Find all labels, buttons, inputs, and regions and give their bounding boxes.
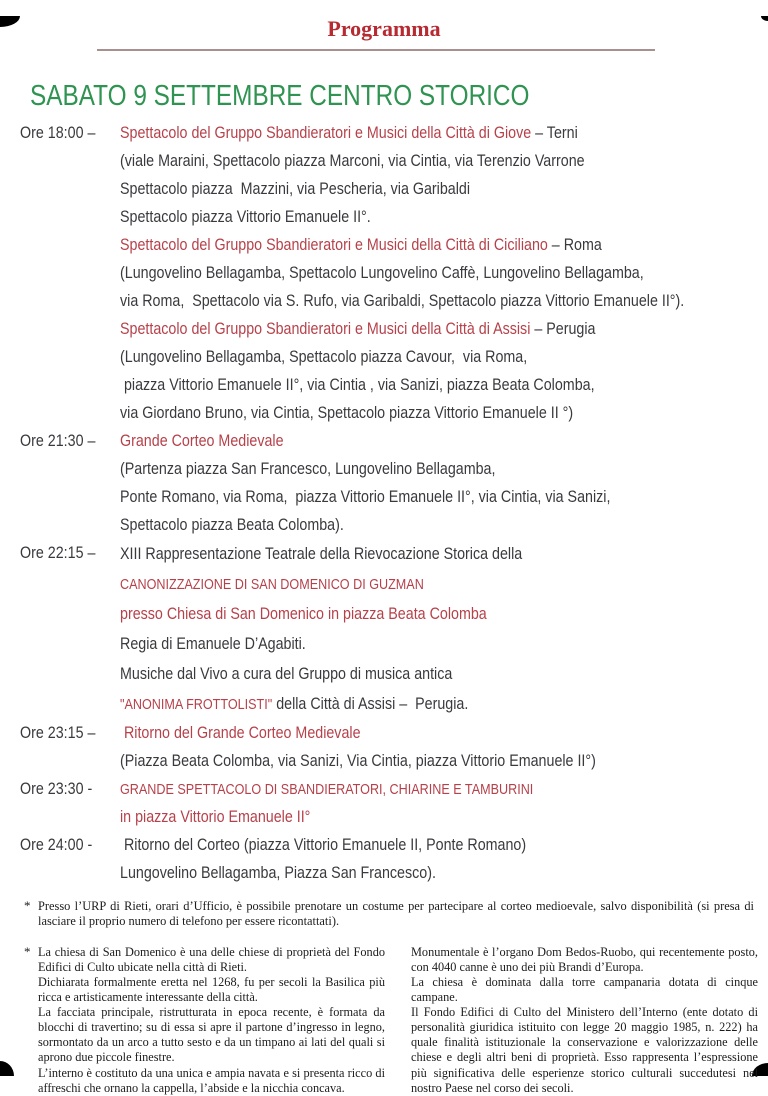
schedule-line-text bbox=[120, 259, 644, 286]
schedule-line-text bbox=[120, 427, 284, 454]
schedule-detail-text: Spettacolo piazza Beata Colomba). bbox=[120, 515, 344, 534]
event-name-text: Ritorno del Grande Corteo Medievale bbox=[120, 723, 361, 742]
day-heading bbox=[30, 81, 768, 111]
schedule-line bbox=[120, 259, 768, 287]
schedule-detail-text: Spettacolo piazza Vittorio Emanuele II°. bbox=[120, 207, 371, 226]
schedule-line bbox=[120, 659, 768, 689]
schedule-line-text bbox=[120, 859, 436, 886]
schedule-detail-text: Regia di Emanuele D’Agabiti. bbox=[120, 634, 306, 653]
schedule-line-text bbox=[120, 569, 424, 599]
schedule-line bbox=[120, 287, 768, 315]
schedule-entry bbox=[20, 831, 768, 887]
schedule-time bbox=[20, 427, 120, 454]
schedule-line-text bbox=[120, 775, 533, 803]
page-header bbox=[0, 16, 768, 51]
schedule-line bbox=[120, 719, 768, 747]
schedule-line-text bbox=[120, 231, 602, 258]
schedule-line-text bbox=[120, 371, 595, 398]
schedule-entry bbox=[20, 427, 768, 539]
event-name-text: Spettacolo del Gruppo Sbandieratori e Musici della Città di Assisi bbox=[120, 319, 531, 338]
schedule-detail-text: Ponte Romano, via Roma, piazza Vittorio Emanuele II°, via Cintia, via Sanizi, bbox=[120, 487, 611, 506]
schedule-detail-text: della Città di Assisi – Perugia. bbox=[272, 694, 469, 713]
schedule-detail-text: XIII Rappresentazione Teatrale della Rievocazione Storica della bbox=[120, 544, 523, 563]
event-name-text: in piazza Vittorio Emanuele II° bbox=[120, 807, 311, 826]
schedule-line-text bbox=[120, 203, 371, 230]
schedule-line bbox=[120, 427, 768, 455]
schedule-line-text bbox=[120, 343, 527, 370]
schedule-line-text bbox=[120, 719, 361, 746]
event-name-text: presso Chiesa di San Domenico in piazza Beata Colomba bbox=[120, 604, 487, 623]
schedule-line-text bbox=[120, 147, 585, 174]
schedule-line bbox=[120, 803, 768, 831]
event-name-text: "ANONIMA FROTTOLISTI" bbox=[120, 696, 273, 713]
schedule-line-text bbox=[120, 599, 487, 628]
footnote-costume bbox=[22, 899, 754, 930]
schedule-line-text bbox=[120, 511, 344, 538]
event-name-text: Grande Corteo Medievale bbox=[120, 431, 284, 450]
schedule-entry bbox=[20, 119, 768, 427]
schedule-detail-text: via Giordano Bruno, via Cintia, Spettacolo piazza Vittorio Emanuele II °) bbox=[120, 403, 574, 422]
schedule-line-text bbox=[120, 747, 596, 774]
schedule-entry bbox=[20, 539, 768, 719]
schedule-detail-text: (Lungovelino Bellagamba, Spettacolo Lungovelino Caffè, Lungovelino Bellagamba, bbox=[120, 263, 644, 282]
page-title: Programma bbox=[327, 16, 441, 41]
schedule-detail-text: – Roma bbox=[547, 235, 602, 254]
schedule-line bbox=[120, 399, 768, 427]
schedule-line-text bbox=[120, 287, 684, 314]
schedule-line bbox=[120, 831, 768, 859]
schedule-entry bbox=[20, 719, 768, 775]
schedule-entry-lines bbox=[120, 539, 768, 719]
schedule-line bbox=[120, 483, 768, 511]
schedule-time-text: Ore 24:00 - bbox=[20, 835, 93, 854]
schedule-line-text bbox=[120, 689, 468, 719]
schedule-line-text bbox=[120, 119, 578, 146]
schedule-time bbox=[20, 831, 120, 858]
footnote-costume-text: Presso l’URP di Rieti, orari d’Ufficio, è possibile prenotare un costume per partecipare al corteo medioevale, salvo disponibilità (si presa di lasciare il proprio numero di telefono per essere ricontattati). bbox=[38, 899, 754, 929]
footnote-church-left-column bbox=[22, 945, 385, 1096]
schedule-time bbox=[20, 119, 120, 146]
schedule-entry bbox=[20, 775, 768, 831]
footnote-paragraph: La facciata principale, ristrutturata in epoca recente, è formata da blocchi di travertino; su di essa si apre il partone d’ingresso in legno, sormontato da un arco a tutto sesto e da un timpano ai lati del quali si aprono due piccole finestre. bbox=[38, 1005, 385, 1065]
schedule-line-text bbox=[120, 629, 306, 658]
schedule-line-text bbox=[120, 315, 595, 342]
footnote-paragraph: La chiesa di San Domenico è una delle chiese di proprietà del Fondo Edifici di Culto ubicate nella città di Rieti. bbox=[38, 944, 385, 974]
schedule-line-text bbox=[120, 803, 310, 830]
footnote-paragraph: Monumentale è l’organo Dom Bedos-Ruobo, qui recentemente posto, con 4040 canne è uno dei più Brandi d’Europa. bbox=[411, 944, 758, 974]
schedule-detail-text: Lungovelino Bellagamba, Piazza San Francesco). bbox=[120, 863, 436, 882]
schedule-detail-text: Spettacolo piazza Mazzini, via Pescheria, via Garibaldi bbox=[120, 179, 471, 198]
schedule-line bbox=[120, 231, 768, 259]
footnote-church-right-column bbox=[411, 945, 758, 1096]
event-name-text: Spettacolo del Gruppo Sbandieratori e Musici della Città di Ciciliano bbox=[120, 235, 548, 254]
schedule-time-text: Ore 23:30 - bbox=[20, 779, 93, 798]
schedule-entry-lines bbox=[120, 775, 768, 831]
schedule-time-text: Ore 18:00 – bbox=[20, 123, 96, 142]
schedule-line-text bbox=[120, 831, 526, 858]
schedule-detail-text: Musiche dal Vivo a cura del Gruppo di musica antica bbox=[120, 664, 453, 683]
schedule-detail-text: via Roma, Spettacolo via S. Rufo, via Garibaldi, Spettacolo piazza Vittorio Emanuele II°). bbox=[120, 291, 685, 310]
schedule-entry-lines bbox=[120, 831, 768, 887]
event-name-text: Spettacolo del Gruppo Sbandieratori e Musici della Città di Giove bbox=[120, 123, 532, 142]
day-heading-text: SABATO 9 SETTEMBRE CENTRO STORICO bbox=[30, 80, 530, 112]
footnotes bbox=[0, 899, 768, 1096]
schedule-time-text: Ore 22:15 – bbox=[20, 543, 96, 562]
schedule-line bbox=[120, 629, 768, 659]
schedule-line-text bbox=[120, 483, 610, 510]
footnote-paragraph: L’interno è costituto da una unica e ampia navata e si presenta ricco di affreschi che ornano la cappella, l’abside e la nicchia concava. bbox=[38, 1065, 385, 1095]
event-name-text: GRANDE SPETTACOLO DI SBANDIERATORI, CHIARINE E TAMBURINI bbox=[120, 781, 534, 798]
schedule-line bbox=[120, 315, 768, 343]
schedule-entry-lines bbox=[120, 719, 768, 775]
schedule-detail-text: Ritorno del Corteo (piazza Vittorio Emanuele II, Ponte Romano) bbox=[120, 835, 527, 854]
schedule-line bbox=[120, 511, 768, 539]
schedule-line-text bbox=[120, 659, 452, 688]
schedule-line bbox=[120, 119, 768, 147]
schedule-line bbox=[120, 343, 768, 371]
schedule-line bbox=[120, 371, 768, 399]
footnote-paragraph: Il Fondo Edifici di Culto del Ministero dell’Interno (ente dotato di personalità giuridica istituito con legge 20 maggio 1985, n. 222) ha quale finalità istituzionale la conservazione e valorizzazione delle chiese e degli altri beni di proprietà. Esso rappresenta l’espressione più significativa delle esperienze storico culturali succedutesi nel nostro Paese nel corso dei secoli. bbox=[411, 1005, 758, 1095]
schedule-time-text: Ore 21:30 – bbox=[20, 431, 96, 450]
schedule-entry-lines bbox=[120, 119, 768, 427]
schedule-line-text bbox=[120, 399, 573, 426]
schedule-line bbox=[120, 539, 768, 569]
schedule-time bbox=[20, 719, 120, 746]
schedule-line-text bbox=[120, 455, 495, 482]
schedule-detail-text: – Terni bbox=[531, 123, 578, 142]
event-name-text: CANONIZZAZIONE DI SAN DOMENICO DI GUZMAN bbox=[120, 576, 424, 593]
schedule-line bbox=[120, 175, 768, 203]
footnote-columns bbox=[22, 945, 758, 1096]
schedule-line bbox=[120, 599, 768, 629]
schedule-line-text bbox=[120, 175, 470, 202]
schedule-line bbox=[120, 147, 768, 175]
schedule-line bbox=[120, 455, 768, 483]
schedule-detail-text: piazza Vittorio Emanuele II°, via Cintia , via Sanizi, piazza Beata Colomba, bbox=[120, 375, 595, 394]
schedule-time bbox=[20, 775, 120, 802]
schedule-time bbox=[20, 539, 120, 566]
schedule-time-text: Ore 23:15 – bbox=[20, 723, 96, 742]
schedule-detail-text: (viale Maraini, Spettacolo piazza Marconi, via Cintia, via Terenzio Varrone bbox=[120, 151, 585, 170]
schedule-line bbox=[120, 859, 768, 887]
footnote-asterisk: * bbox=[24, 898, 31, 913]
schedule-line-text bbox=[120, 539, 522, 568]
footnote-paragraph: La chiesa è dominata dalla torre campanaria dotata di cinque campane. bbox=[411, 975, 758, 1005]
schedule-line bbox=[120, 747, 768, 775]
schedule-detail-text: – Perugia bbox=[530, 319, 596, 338]
footnote-asterisk: * bbox=[24, 943, 31, 959]
schedule-list bbox=[20, 119, 768, 887]
schedule-entry-lines bbox=[120, 427, 768, 539]
schedule-detail-text: (Lungovelino Bellagamba, Spettacolo piazza Cavour, via Roma, bbox=[120, 347, 528, 366]
schedule-line bbox=[120, 203, 768, 231]
header-divider bbox=[97, 49, 655, 51]
schedule-line bbox=[120, 569, 768, 599]
schedule-detail-text: (Piazza Beata Colomba, via Sanizi, Via Cintia, piazza Vittorio Emanuele II°) bbox=[120, 751, 596, 770]
schedule-detail-text: (Partenza piazza San Francesco, Lungovelino Bellagamba, bbox=[120, 459, 496, 478]
schedule-line bbox=[120, 775, 768, 803]
schedule-line bbox=[120, 689, 768, 719]
footnote-paragraph: Dichiarata formalmente eretta nel 1268, fu per secoli la Basilica più ricca e artisticamente interessante della città. bbox=[38, 975, 385, 1005]
